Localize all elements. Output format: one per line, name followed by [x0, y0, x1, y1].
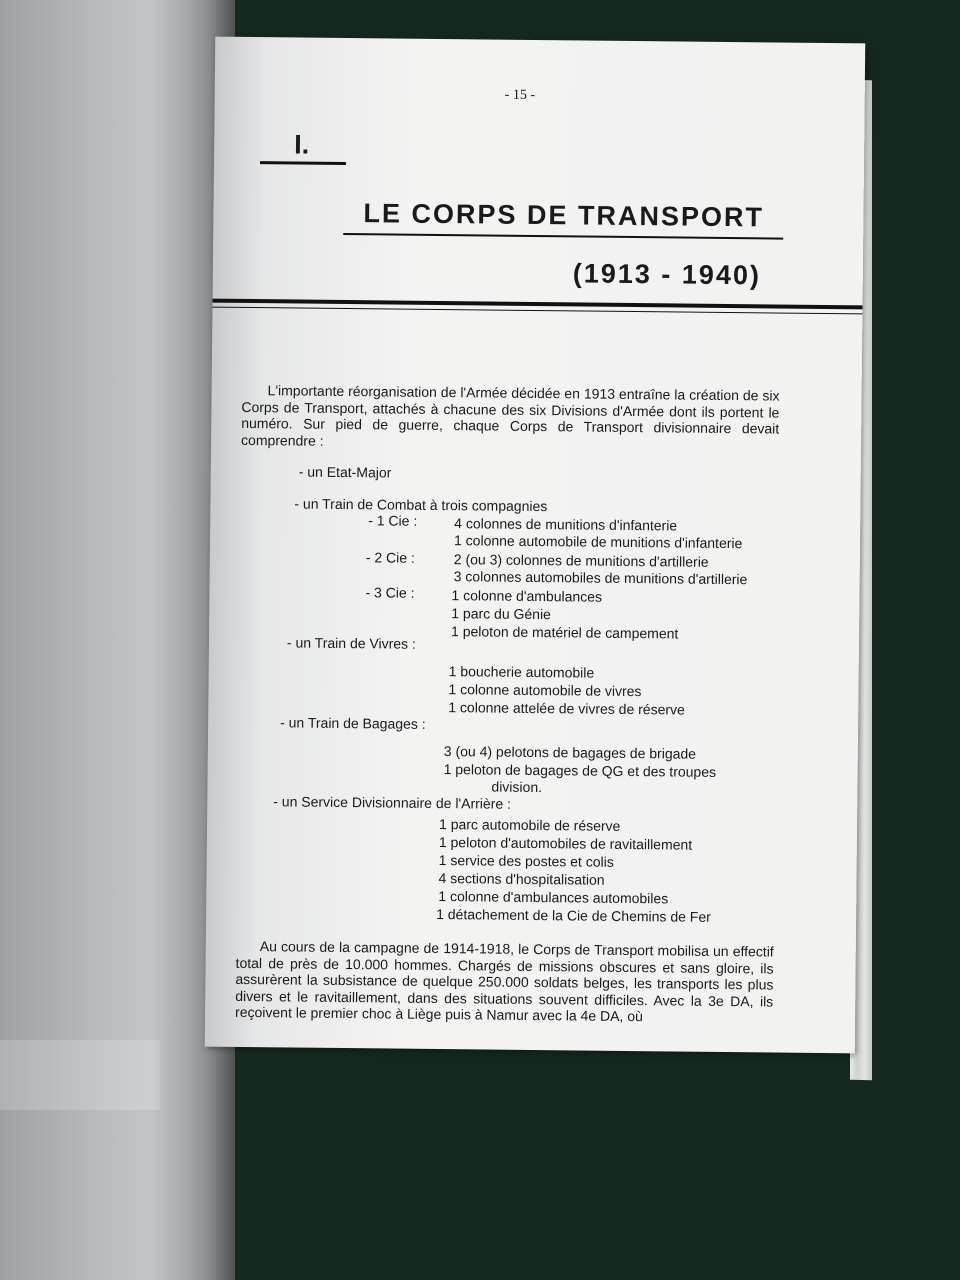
list-item: 1 colonne automobile de vivres: [448, 681, 642, 700]
book-page: [205, 37, 866, 1054]
page-number: - 15 -: [504, 87, 536, 103]
heading-service-arriere: - un Service Divisionnaire de l'Arrière :: [273, 793, 512, 812]
list-item: 1 service des postes et colis: [438, 852, 614, 870]
heading-train-bagages: - un Train de Bagages :: [280, 714, 426, 732]
heading-train-combat: - un Train de Combat à trois compagnies: [294, 495, 548, 515]
list-item: 1 peloton de matériel de campement: [451, 623, 679, 642]
left-page-band: [0, 1040, 160, 1110]
list-item: 2 (ou 3) colonnes de munitions d'artillerie: [453, 551, 709, 570]
list-item: 1 colonne d'ambulances automobiles: [438, 888, 669, 907]
chapter-title: LE CORPS DE TRANSPORT: [363, 198, 765, 233]
list-item: 1 détachement de la Cie de Chemins de Fer: [436, 905, 711, 925]
list-item: 1 peloton de bagages de QG et des troupes: [443, 761, 717, 780]
chapter-title-dates: (1913 - 1940): [572, 258, 762, 291]
list-item: 1 colonne d'ambulances: [451, 587, 603, 605]
list-item: 1 colonne attelée de vivres de réserve: [448, 699, 685, 718]
list-item: 3 (ou 4) pelotons de bagages de brigade: [443, 743, 697, 762]
list-item: 1 parc du Génie: [451, 605, 551, 623]
list-item: 1 boucherie automobile: [448, 663, 595, 681]
group-label: - 2 Cie :: [365, 549, 415, 566]
list-item: 4 colonnes de munitions d'infanterie: [454, 515, 678, 534]
list-item: 3 colonnes automobiles de munitions d'artillerie: [453, 568, 748, 588]
list-item: division.: [491, 778, 543, 796]
list-item: 4 sections d'hospitalisation: [438, 870, 605, 888]
intro-paragraph: L'importante réorganisation de l'Armée décidée en 1913 entraîne la création de six Corps de Transport, attachés à chacune des six Divisions d'Armée dont ils portent le numéro. Sur pied de guerre, chaque Corps de Transport divisionnaire devait comprendre :: [241, 382, 780, 449]
heading-train-vivres: - un Train de Vivres :: [286, 634, 416, 652]
chapter-underline: [260, 161, 346, 165]
list-item: 1 colonne automobile de munitions d'infanterie: [453, 532, 743, 552]
header-double-rule: [212, 299, 862, 315]
closing-paragraph: Au cours de la campagne de 1914-1918, le Corps de Transport mobilisa un effectif total de près de 10.000 hommes. Chargés de missions obscures et sans gloire, ils assurèrent la subsistance de quelque 250.000 soldats belges, les transports les plus divers et le ravitaillement, dans des situations souvent difficiles. Avec la 3e DA, ils reçoivent le premier choc à Liège puis à Namur avec la 4e DA, où: [235, 938, 774, 1025]
title-underline: [343, 233, 783, 240]
list-item: 1 parc automobile de réserve: [438, 816, 621, 834]
list-item: 1 peloton d'automobiles de ravitaillement: [438, 834, 693, 853]
chapter-number: I.: [294, 129, 310, 160]
item-etat-major: - un Etat-Major: [298, 463, 392, 481]
group-label: - 1 Cie :: [368, 512, 418, 529]
group-label: - 3 Cie :: [365, 584, 415, 601]
